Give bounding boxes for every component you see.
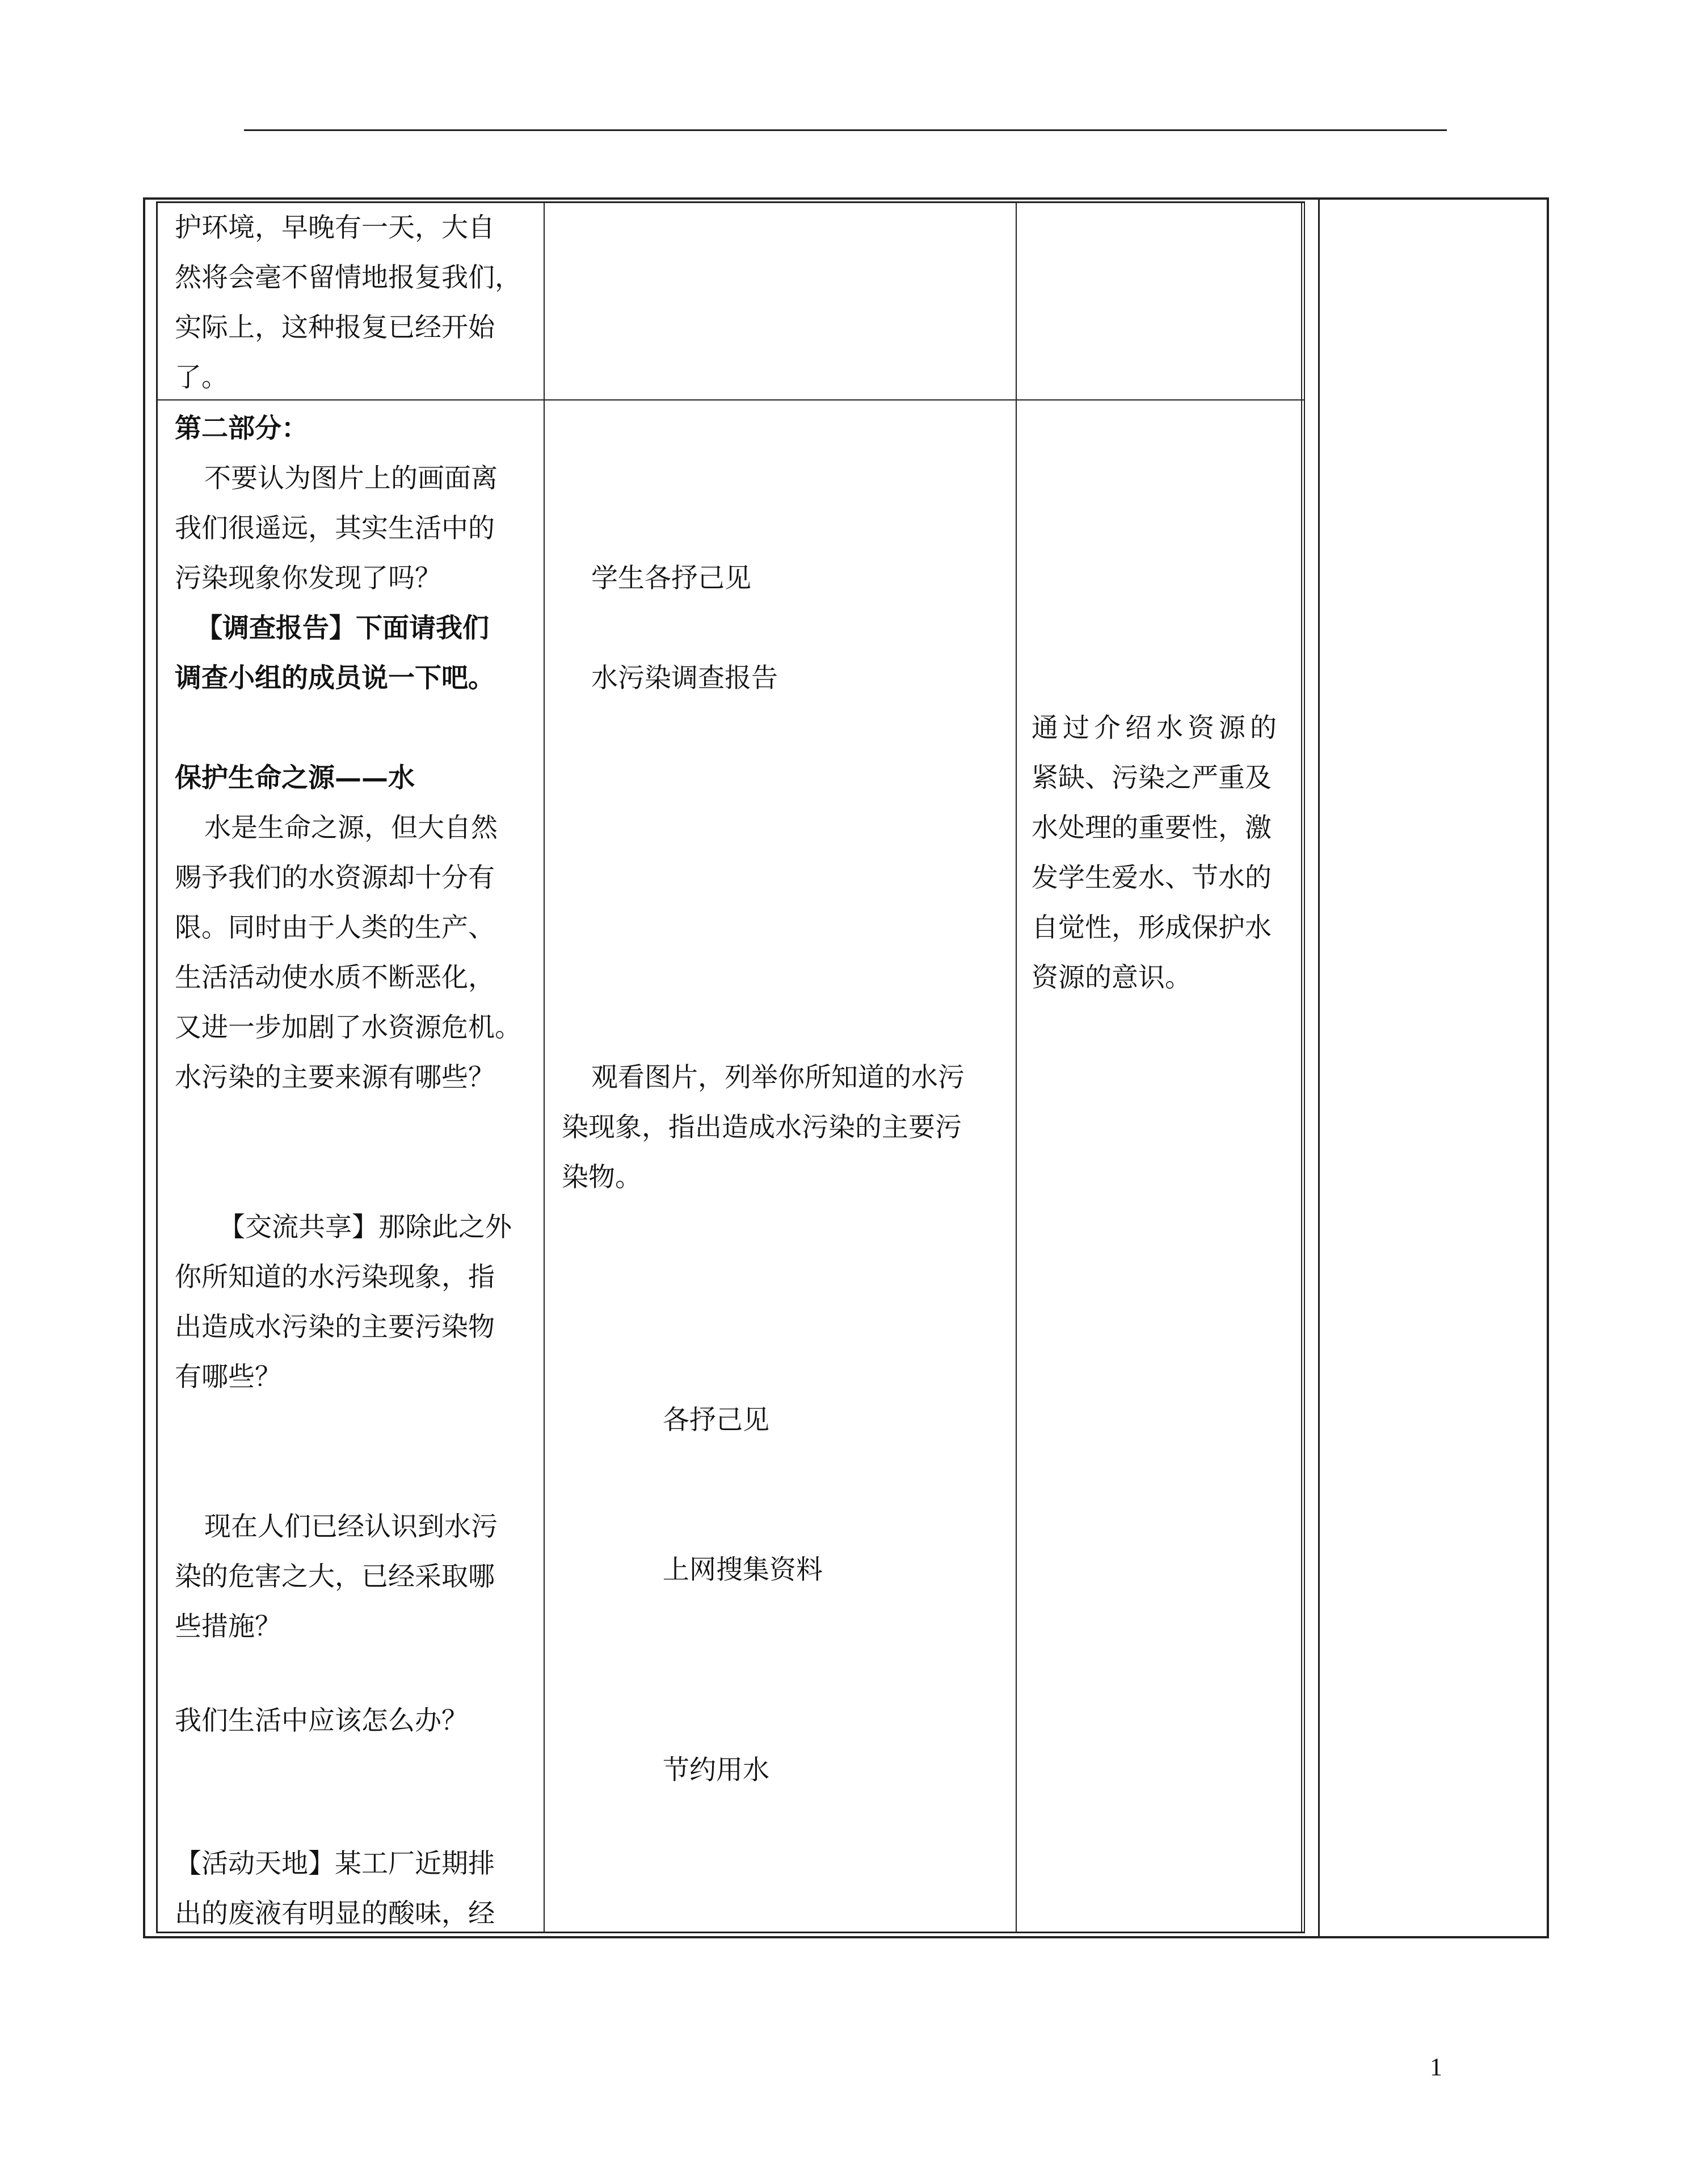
intent-line-5: 自觉性，形成保护水: [1032, 912, 1272, 943]
measures-line-3: 些措施？: [175, 1611, 281, 1642]
report-line-1: 【调查报告】下面请我们: [196, 613, 489, 644]
search-info: 上网搜集资料: [663, 1554, 823, 1586]
opinion-each: 各抒己见: [663, 1405, 769, 1436]
para2-line-6: 水污染的主要来源有哪些？: [175, 1062, 495, 1093]
observe-line-2: 染现象，指出造成水污染的主要污: [562, 1112, 962, 1143]
para2-line-4: 生活活动使水质不断恶化，: [175, 962, 495, 993]
para1-line-2: 我们很遥远，其实生活中的: [175, 513, 495, 544]
table-left-border: [143, 197, 145, 1938]
col3-divider-a: [1301, 201, 1302, 1933]
row1-line-1: 护环境，早晚有一天，大自: [175, 212, 495, 243]
row1-line-4: 了。: [175, 362, 228, 393]
share-line-4: 有哪些？: [175, 1361, 281, 1393]
table-right-border: [1547, 197, 1549, 1938]
share-line-3: 出造成水污染的主要污染物: [175, 1312, 495, 1343]
share-line-1: 【交流共享】那除此之外: [218, 1212, 512, 1243]
part-heading: 第二部分：: [175, 413, 308, 444]
para2-line-1: 水是生命之源，但大自然: [204, 812, 498, 844]
page-number: 1: [1430, 2053, 1442, 2081]
activity-line-1: 【活动天地】某工厂近期排: [175, 1848, 495, 1879]
para2-line-3: 限。同时由于人类的生产、: [175, 912, 495, 943]
measures-line-2: 染的危害之大，已经采取哪: [175, 1561, 495, 1592]
activity-line-2: 出的废液有明显的酸味，经: [175, 1898, 495, 1929]
intent-line-1: 通过介绍水资源的: [1032, 712, 1281, 744]
measures-line-1: 现在人们已经认识到水污: [204, 1511, 498, 1542]
report-line-2: 调查小组的成员说一下吧。: [175, 663, 495, 694]
col4-divider: [1318, 197, 1320, 1938]
col3-divider-b: [1304, 201, 1305, 1933]
row1-line-3: 实际上，这种报复已经开始: [175, 312, 495, 343]
student-opinion: 学生各抒己见: [591, 563, 751, 594]
observe-line-3: 染物。: [562, 1162, 642, 1193]
para2-line-5: 又进一步加剧了水资源危机。: [175, 1012, 521, 1043]
inner-left-border: [156, 201, 158, 1933]
intent-line-6: 资源的意识。: [1032, 962, 1192, 993]
intent-line-3: 水处理的重要性，激: [1032, 812, 1272, 844]
row-divider: [156, 399, 1304, 400]
share-line-2: 你所知道的水污染现象，指: [175, 1262, 495, 1293]
observe-line-1: 观看图片，列举你所知道的水污: [591, 1062, 965, 1093]
intent-line-4: 发学生爱水、节水的: [1032, 862, 1272, 893]
header-rule: [244, 129, 1447, 131]
table-top-border: [143, 197, 1549, 200]
para1-line-3: 污染现象你发现了吗？: [175, 563, 441, 594]
water-heading: 保护生命之源——水: [175, 762, 415, 794]
para1-line-1: 不要认为图片上的画面离: [204, 463, 498, 494]
intent-line-2: 紧缺、污染之严重及: [1032, 762, 1272, 794]
save-water: 节约用水: [663, 1755, 769, 1786]
daily-question: 我们生活中应该怎么办？: [175, 1705, 468, 1736]
row1-line-2: 然将会毫不留情地报复我们，: [175, 262, 521, 293]
para2-line-2: 赐予我们的水资源却十分有: [175, 862, 495, 893]
col1-divider: [544, 201, 545, 1933]
col2-divider: [1016, 201, 1017, 1933]
survey-report: 水污染调查报告: [591, 663, 778, 694]
